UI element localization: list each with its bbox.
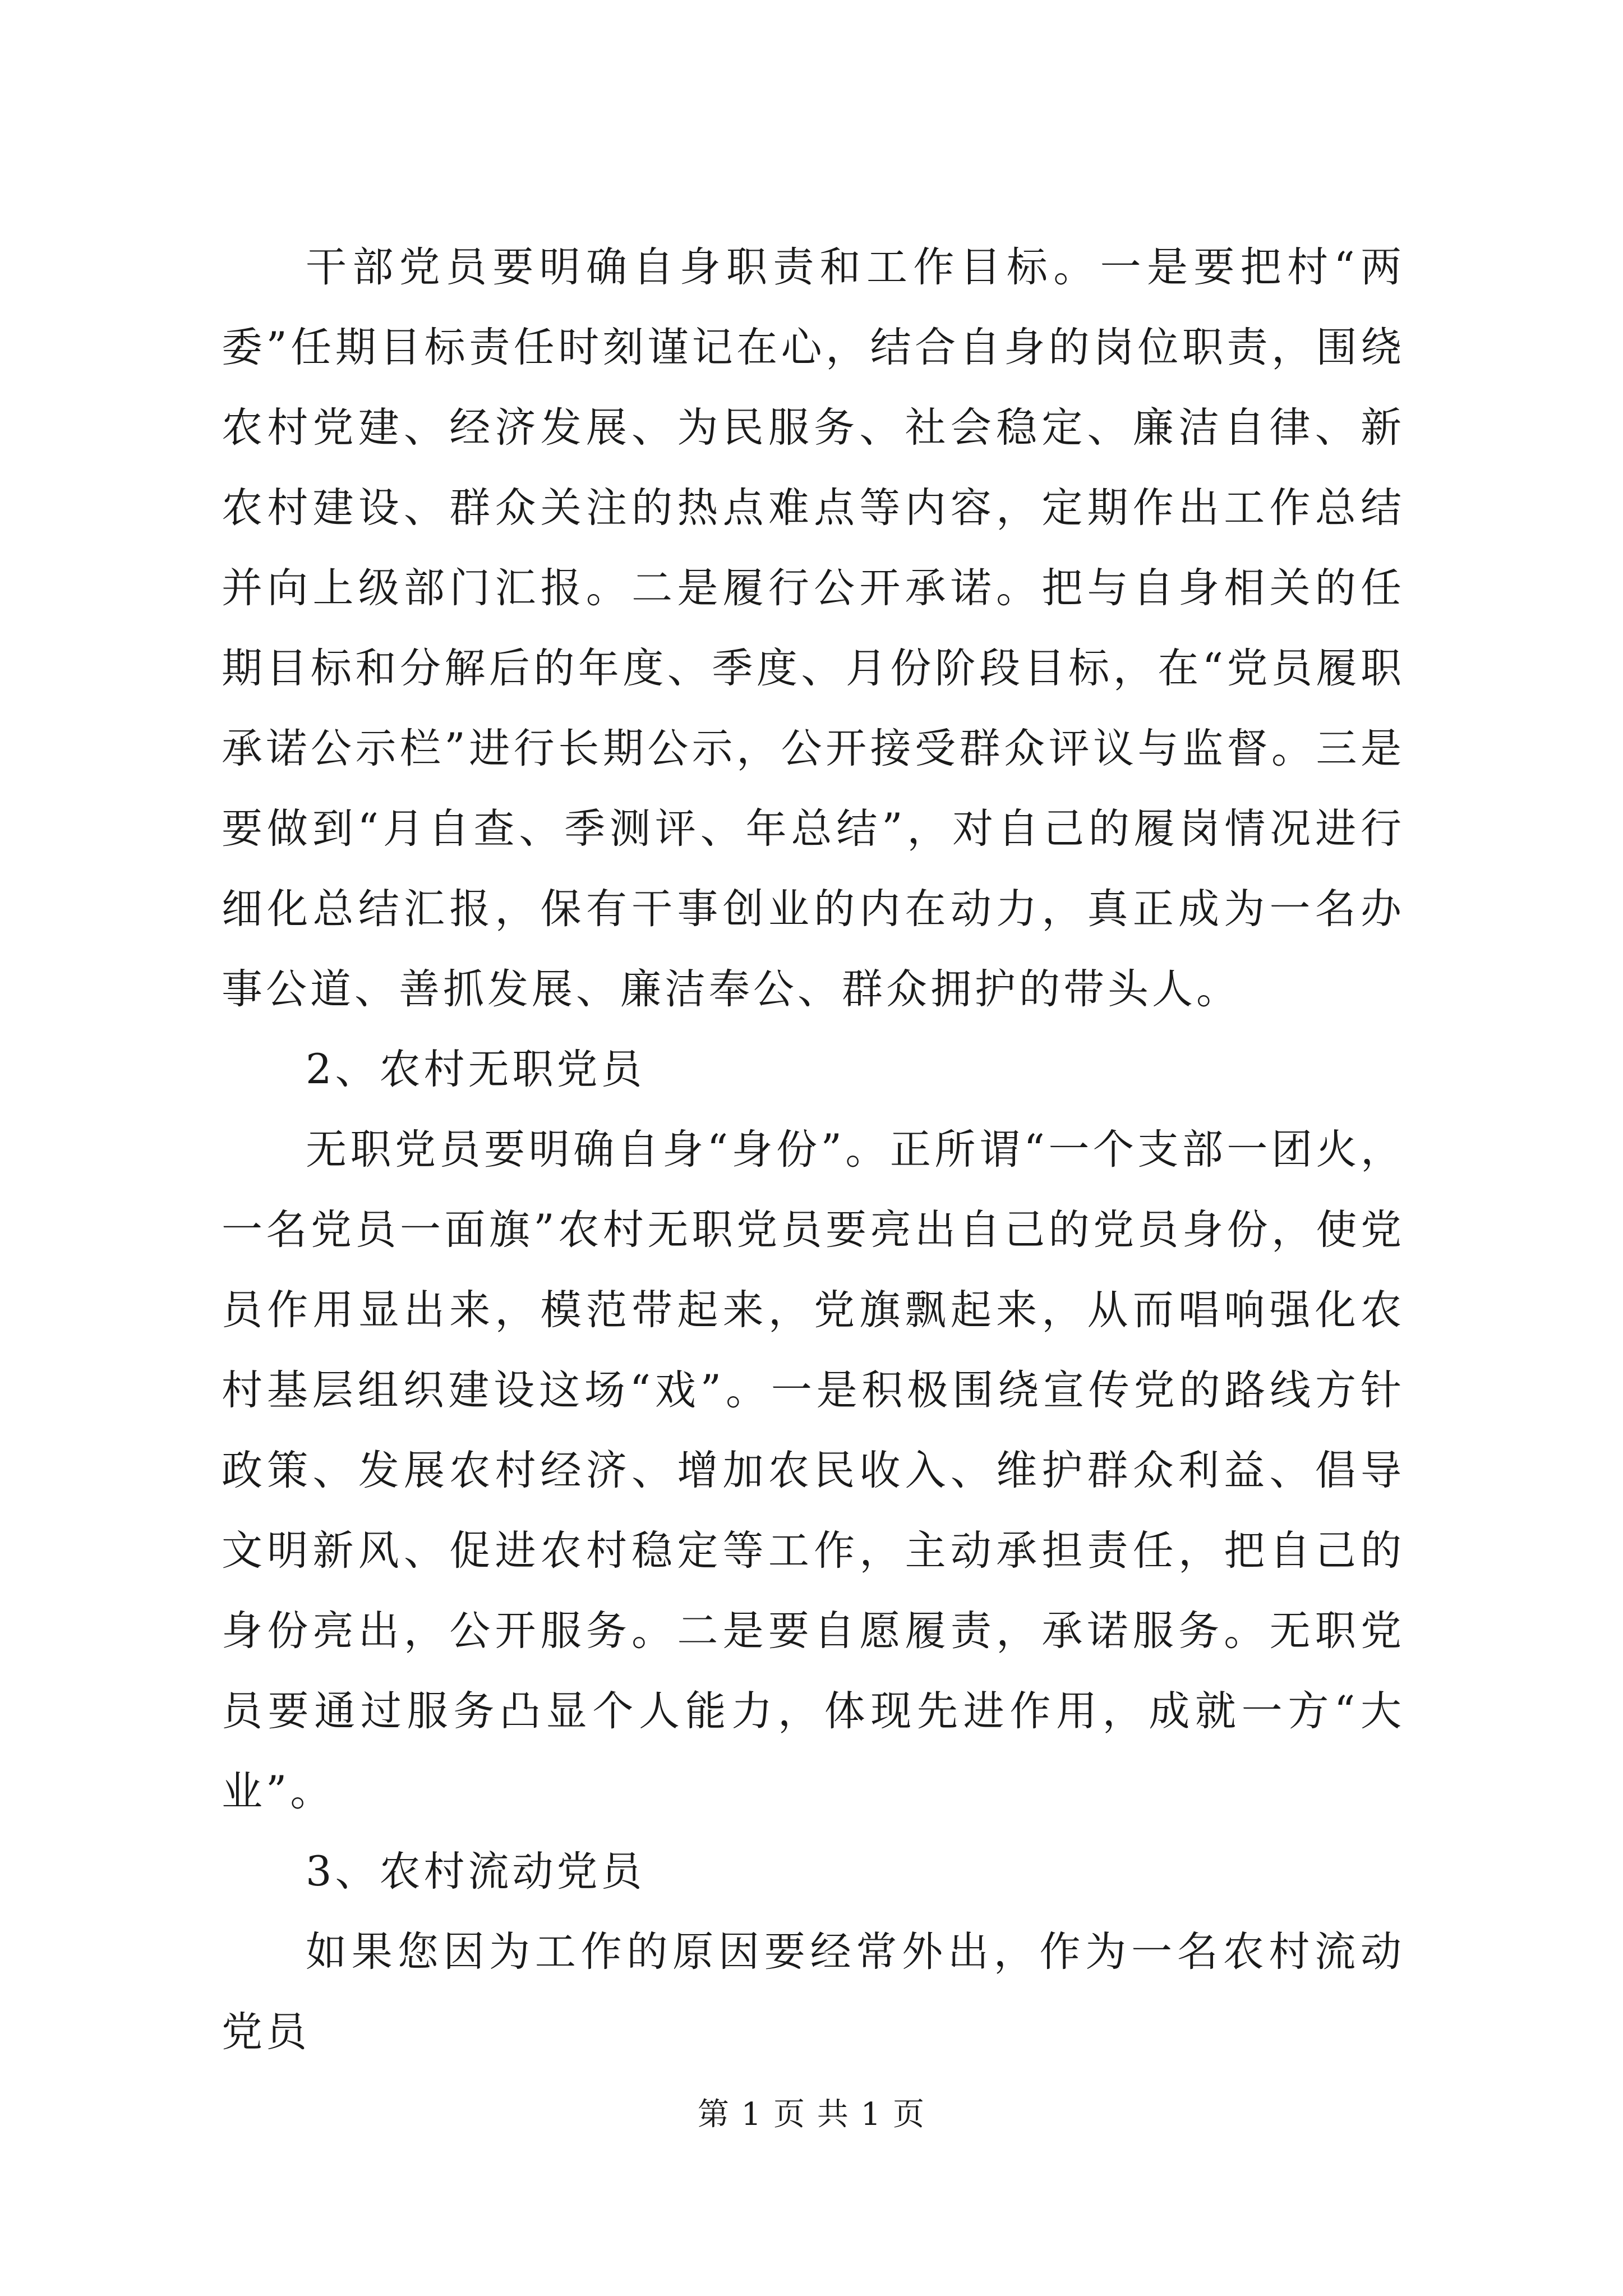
section-heading-non-office-members: 2、农村无职党员 xyxy=(306,1046,645,1093)
paragraph-cadre-duties: 干部党员要明确自身职责和工作目标。一是要把村“两委”任期目标责任时刻谨记在心，结合自身的岗位职责，围绕农村党建、经济发展、为民服务、社会稳定、廉洁自律、新农村建设、群众关注的热点难点等内容，定期作出工作总结并向上级部门汇报。二是履行公开承诺。把与自身相关的任期目标和分解后的年度、季度、月份阶段目标，在“党员履职承诺公示栏”进行长期公示，公开接受群众评议与监督。三是要做到“月自查、季测评、年总结”，对自己的履岗情况进行细化总结汇报，保有干事创业的内在动力，真正成为一名办事公道、善抓发展、廉洁奉公、群众拥护的带头人。 xyxy=(222,243,1405,1013)
document-body xyxy=(222,227,1405,2072)
page-footer: 第 1 页 共 1 页 xyxy=(697,2096,926,2133)
section-heading-mobile-members: 3、农村流动党员 xyxy=(306,1848,645,1895)
paragraph-non-office-members: 无职党员要明确自身“身份”。正所谓“一个支部一团火，一名党员一面旗”农村无职党员要亮出自己的党员身份，使党员作用显出来，模范带起来，党旗飘起来，从而唱响强化农村基层组织建设这场“戏”。一是积极围绕宣传党的路线方针政策、发展农村经济、增加农民收入、维护群众利益、倡导文明新风、促进农村稳定等工作，主动承担责任，把自己的身份亮出，公开服务。二是要自愿履责，承诺服务。无职党员要通过服务凸显个人能力，体现先进作用，成就一方“大业”。 xyxy=(222,1126,1405,1815)
paragraph-mobile-members: 如果您因为工作的原因要经常外出，作为一名农村流动党员 xyxy=(222,1928,1405,2056)
